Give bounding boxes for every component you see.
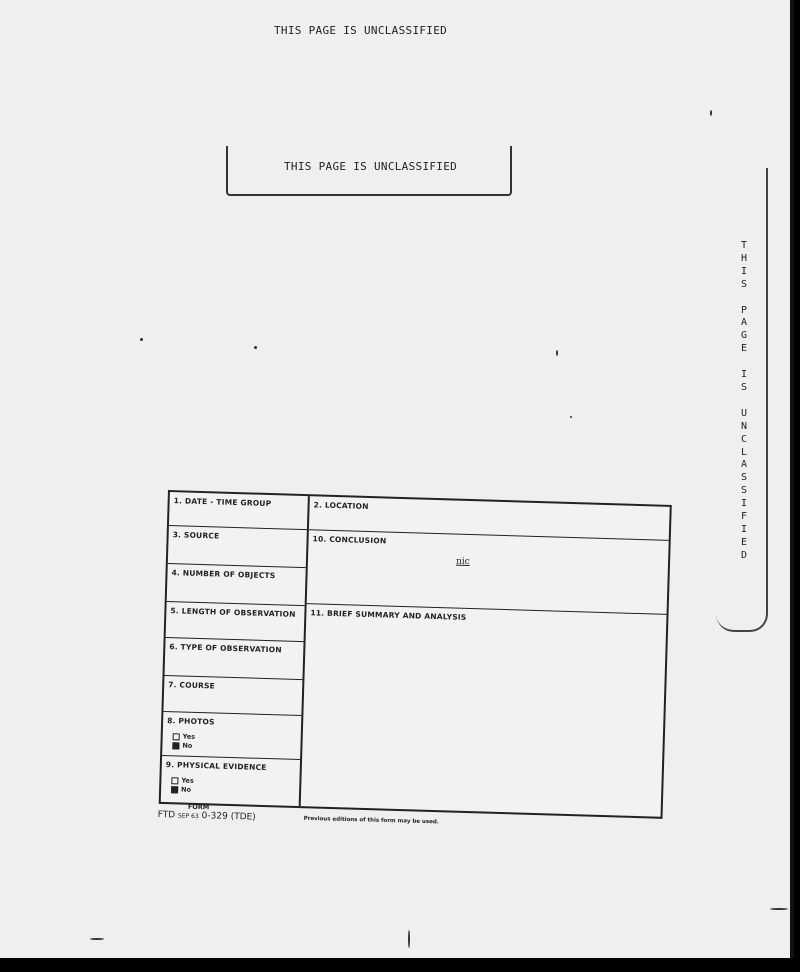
side-banner-letter: L — [740, 446, 748, 458]
field-brief-summary[interactable] — [301, 604, 667, 817]
field-label: 7. COURSE — [168, 680, 216, 691]
field-label: 5. LENGTH OF OBSERVATION — [170, 606, 296, 619]
side-banner-letter: T — [740, 240, 748, 251]
physical-no-checkbox[interactable] — [171, 785, 191, 794]
form-left-column — [161, 492, 310, 806]
field-course[interactable] — [163, 676, 302, 716]
side-banner-letter: G — [740, 330, 748, 342]
checkbox-label: Yes — [181, 776, 194, 785]
checkbox-label: No — [182, 741, 193, 750]
field-source[interactable] — [168, 526, 307, 568]
form-ftd: FTD — [157, 809, 176, 821]
field-label: 2. LOCATION — [313, 500, 369, 511]
side-banner-letter: F — [740, 511, 748, 523]
side-banner-letter: S — [740, 381, 748, 393]
photos-no-checkbox[interactable] — [172, 741, 192, 750]
checkbox-box-checked — [172, 742, 179, 749]
checkbox-label: No — [181, 785, 192, 794]
side-banner-letter: C — [740, 433, 748, 445]
side-banner-letter — [736, 395, 752, 408]
scan-speck — [90, 938, 104, 940]
field-label: 6. TYPE OF OBSERVATION — [169, 642, 282, 655]
side-banner-letter: E — [740, 343, 748, 355]
classification-stamp-text: THIS PAGE IS UNCLASSIFIED — [284, 160, 458, 173]
physical-yes-checkbox[interactable] — [171, 776, 194, 785]
form-label: FORM — [187, 802, 210, 812]
side-banner-letter: I — [740, 369, 748, 381]
side-banner-letter: H — [740, 252, 748, 264]
field-number-of-objects[interactable] — [167, 564, 306, 606]
side-banner-letter: A — [740, 459, 748, 471]
side-banner-letter: I — [740, 265, 748, 277]
field-label: 10. CONCLUSION — [312, 534, 387, 546]
side-banner-letter — [736, 356, 752, 369]
side-banner-letter: N — [740, 420, 748, 432]
conclusion-value: nic — [455, 556, 470, 567]
scan-speck — [408, 930, 410, 948]
form-number — [158, 810, 256, 823]
checkbox-label: Yes — [182, 732, 196, 741]
side-banner-letter: S — [740, 472, 748, 484]
form-id: 0-329 (TDE) — [201, 811, 256, 823]
field-label: 11. BRIEF SUMMARY AND ANALYSIS — [310, 608, 467, 622]
previous-editions-note: Previous editions of this form may be used. — [303, 815, 439, 826]
photos-yes-checkbox[interactable] — [173, 732, 196, 741]
form-date: SEP 63 — [177, 812, 199, 821]
report-form — [159, 490, 672, 819]
classification-stamp-box — [226, 146, 512, 196]
side-banner-letter: I — [740, 498, 748, 510]
field-label: 8. PHOTOS — [167, 716, 215, 727]
classification-banner-top: THIS PAGE IS UNCLASSIFIED — [274, 24, 448, 37]
field-date-time-group[interactable] — [169, 492, 308, 530]
field-conclusion[interactable] — [307, 530, 669, 615]
field-label: 1. DATE - TIME GROUP — [173, 496, 272, 509]
scan-speck — [556, 350, 558, 356]
side-banner-letter: E — [740, 536, 748, 548]
field-label: 3. SOURCE — [172, 530, 220, 541]
side-banner-letter: S — [740, 485, 748, 497]
side-banner-letter: S — [740, 278, 748, 290]
side-banner-letter — [736, 292, 752, 305]
side-banner-letter: A — [740, 317, 748, 329]
classification-banner-side — [736, 240, 752, 563]
field-photos — [162, 712, 301, 760]
checkbox-box-checked — [171, 786, 178, 793]
scan-speck — [570, 416, 572, 418]
scan-speck — [770, 908, 788, 910]
side-banner-letter: D — [740, 549, 748, 561]
field-label: 4. NUMBER OF OBJECTS — [171, 568, 276, 581]
scan-speck — [254, 346, 257, 349]
field-physical-evidence — [161, 756, 300, 804]
side-banner-letter: P — [740, 304, 748, 316]
scan-speck — [140, 338, 143, 341]
side-banner-letter: I — [740, 523, 748, 535]
field-label: 9. PHYSICAL EVIDENCE — [165, 760, 267, 773]
field-type-of-observation[interactable] — [164, 638, 303, 680]
side-banner-letter: U — [740, 407, 748, 419]
checkbox-box — [173, 733, 180, 740]
scan-speck — [710, 110, 712, 116]
field-length-of-observation[interactable] — [166, 602, 305, 642]
checkbox-box — [171, 777, 178, 784]
